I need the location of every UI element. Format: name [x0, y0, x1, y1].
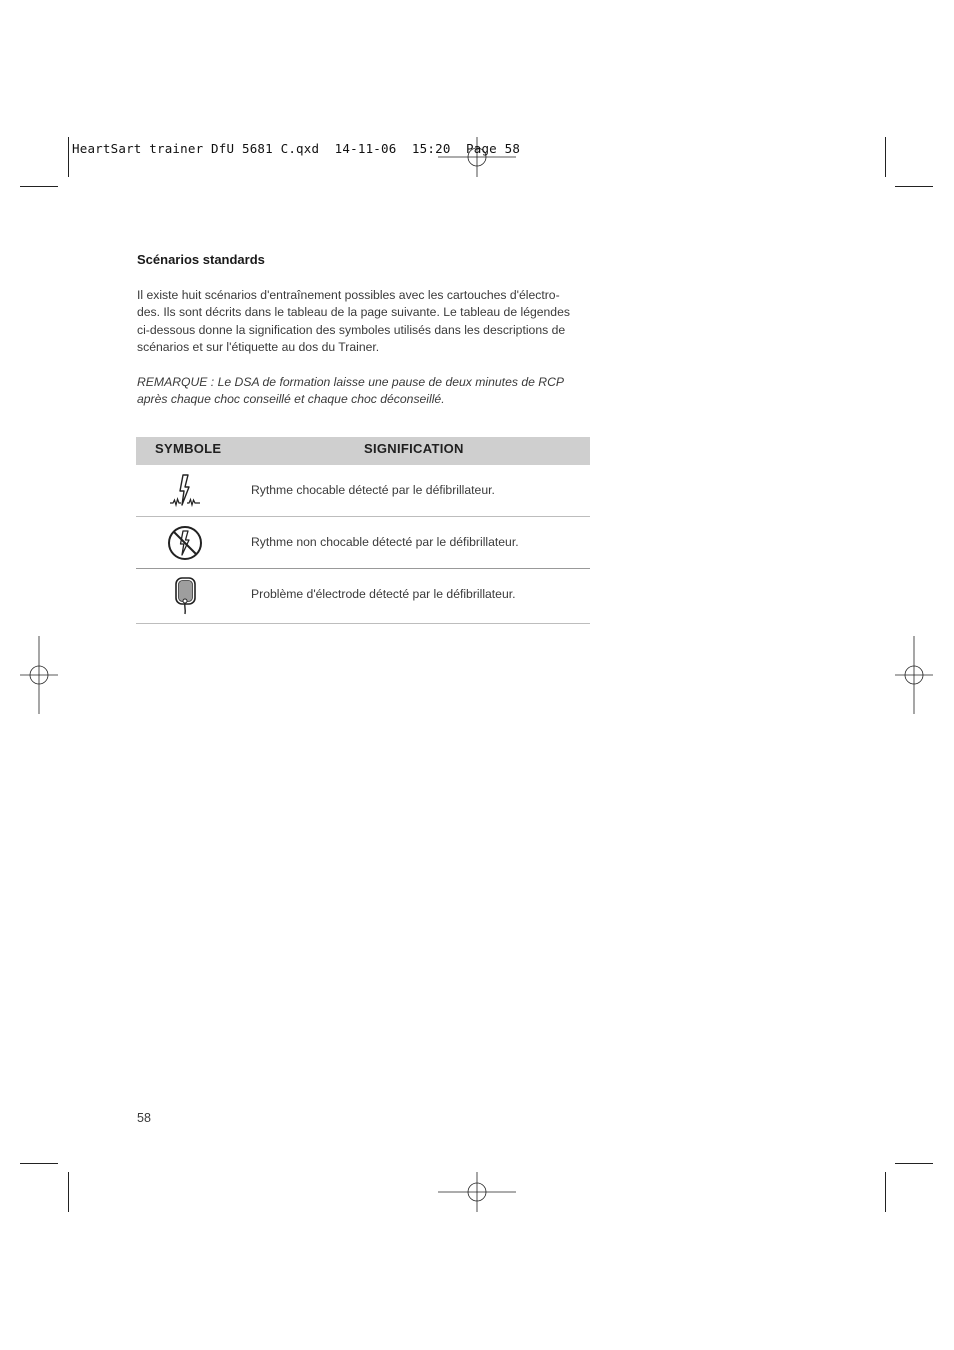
crop-mark [68, 1172, 69, 1212]
symbol-meaning: Rythme chocable détecté par le défibrillateur. [251, 483, 495, 497]
crop-mark [895, 1163, 933, 1164]
paragraph-line: ci-dessous donne la signification des symboles utilisés dans les descriptions de [137, 322, 566, 337]
crop-mark [20, 1163, 58, 1164]
electrode-problem-icon [165, 577, 205, 615]
table-row [136, 465, 590, 517]
print-slug: HeartSart trainer DfU 5681 C.qxd 14-11-06 15:20 Page 58 [72, 141, 521, 156]
symbol-meaning: Rythme non chocable détecté par le défibrillateur. [251, 535, 519, 549]
table-row [136, 517, 590, 569]
non-shockable-rhythm-icon [165, 524, 205, 562]
intro-paragraph [137, 287, 582, 357]
note-line: après chaque choc conseillé et chaque choc déconseillé. [137, 392, 445, 407]
registration-mark [438, 118, 516, 196]
column-header-symbol: SYMBOLE [155, 441, 222, 456]
paragraph-line: des. Ils sont décrits dans le tableau de la page suivante. Le tableau de légendes [137, 305, 570, 320]
paragraph-line: Il existe huit scénarios d'entraînement possibles avec les cartouches d'électro- [137, 288, 560, 302]
note-paragraph [137, 374, 582, 409]
crop-mark [885, 137, 886, 177]
crop-mark [895, 186, 933, 187]
symbol-table [136, 437, 590, 624]
registration-mark [875, 636, 953, 714]
table-header [136, 437, 590, 465]
page-number: 58 [137, 1111, 151, 1125]
note-line: REMARQUE : Le DSA de formation laisse une pause de deux minutes de RCP [137, 375, 564, 389]
column-header-meaning: SIGNIFICATION [364, 441, 464, 456]
section-title: Scénarios standards [137, 252, 265, 267]
paragraph-line: scénarios et sur l'étiquette au dos du Trainer. [137, 340, 380, 355]
shockable-rhythm-icon [165, 472, 205, 510]
crop-mark [885, 1172, 886, 1212]
crop-mark [68, 137, 69, 177]
symbol-meaning: Problème d'électrode détecté par le défibrillateur. [251, 587, 516, 601]
registration-mark [0, 636, 78, 714]
table-row [136, 569, 590, 624]
crop-mark [20, 186, 58, 187]
registration-mark [438, 1153, 516, 1231]
